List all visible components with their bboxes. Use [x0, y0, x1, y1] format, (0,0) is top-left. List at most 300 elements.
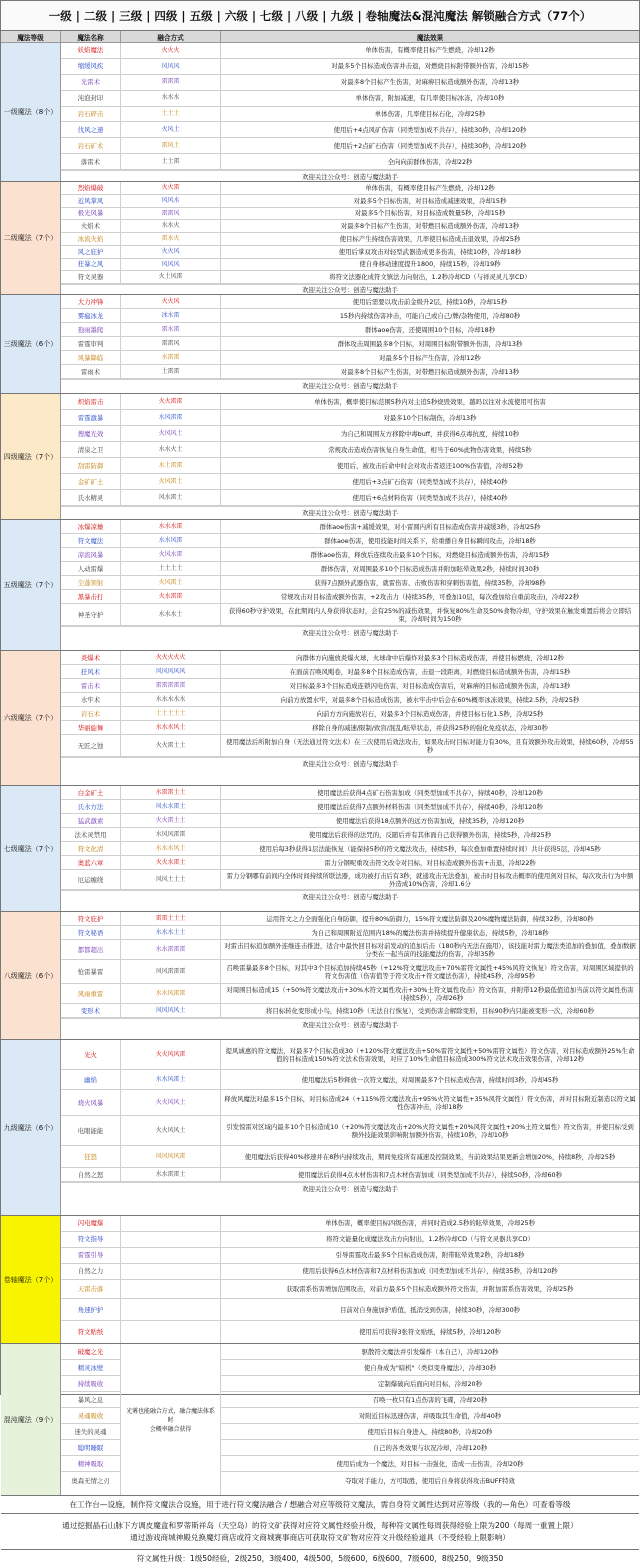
fusion-method: 水水水 — [121, 91, 221, 106]
magic-effect: 使用魔法后获得4点矿石伤害加成（同类型加成不共存），持续40秒，冷却120秒 — [317, 788, 543, 797]
magic-row — [61, 721, 639, 735]
fusion-method: 水雷雷土土 — [121, 786, 221, 799]
magic-row — [61, 800, 639, 814]
fusion-method: 土土土 — [121, 107, 221, 122]
magic-effect: 使用后+4点风矿伤害（同类型加成不共存），持续30秒，冷却120秒 — [333, 125, 527, 134]
fusion-method: 火火风风雷 — [121, 1040, 221, 1069]
magic-row — [61, 960, 639, 984]
magic-name: 猛武激素 — [61, 814, 121, 827]
magic-effect: 为自己和周围友方移除中毒buff，并获得6点毒抗度，持续10秒 — [340, 429, 520, 438]
magic-effect: 对最多5个目标伤害，对目标造成减速效果，冷却15秒 — [353, 196, 507, 205]
magic-effect: 使用后需要以攻击前金级升2层，持续10秒，冷却15秒 — [352, 297, 508, 306]
fusion-method: 风风风 — [121, 259, 221, 271]
magic-row — [61, 814, 639, 828]
fusion-method: 雷雷土土土 — [121, 912, 221, 925]
magic-name: 水牢术 — [61, 693, 121, 706]
chaos-effect-col — [221, 1344, 639, 1495]
magic-row — [61, 1264, 639, 1280]
table-header — [1, 31, 639, 43]
group-rows — [61, 1344, 639, 1495]
magic-effect: 使用后，被攻击后命中时会对攻击者返还100%伤害值，冷却52秒 — [336, 461, 524, 470]
fusion-method: 火火火 — [121, 43, 221, 58]
magic-name: 凉流风暴 — [61, 548, 121, 561]
follow-note: 欢迎关注公众号：创造与魔法助手 — [61, 1182, 639, 1193]
magic-row — [61, 410, 639, 426]
magic-effect: 运用符文之力全面强化自身防御，提升80%防御力，15%符文魔法防御及20%魔物魔法防御，持续32秒，冷却80秒 — [266, 914, 594, 923]
magic-name: 符文贴纸 — [61, 1321, 121, 1343]
magic-effect: 对最多5个目标伤害，对目标造成数量5秒，冷却15秒 — [354, 209, 506, 218]
magic-name: 清泉之卫 — [61, 442, 121, 457]
magic-group — [1, 295, 639, 394]
magic-effect: 引发惊雷对区域内最多10个目标造成10（+20%符文魔法攻击+20%火符文属性+20%风符文属性+20%土符文属性）符文伤害，并使目标受到额外技能效果影响附加额外伤害，持续10秒，冷却10秒 — [226, 1122, 634, 1139]
magic-name: 狂怒 — [61, 1146, 121, 1167]
magic-effect: 释放风魔法对最多15个目标，对目标造成24（+115%符文魔法攻击+95%火符文属性+35%风符文属性）符文伤害，并对目标附近制造以符文属性伤害冲击，冷却18秒 — [224, 1094, 636, 1111]
group-level-label: 六级魔法（7个） — [1, 651, 61, 785]
header-effect: 魔法效果 — [416, 33, 444, 42]
magic-name: 白金矿土 — [61, 786, 121, 799]
magic-name: 近风掌风 — [61, 195, 121, 207]
fusion-method: 雷雷雷雷雷 — [121, 679, 221, 692]
fusion-method — [121, 1280, 221, 1299]
magic-effect: 将符文法器化成符文镇法力向射出，1.2秒冷却CD（与祥灵灵儿享CD） — [329, 273, 531, 282]
fusion-method: 火火火火火 — [121, 651, 221, 664]
magic-row — [61, 828, 639, 842]
magic-row — [61, 337, 639, 351]
magic-row — [61, 735, 639, 757]
group-rows — [61, 520, 639, 650]
magic-effect: 使用魔法后获得7点额外材料伤害（同类型加成不共存），持续40秒，冷却120秒 — [317, 802, 543, 811]
magic-row — [61, 576, 639, 590]
magic-row — [61, 870, 639, 890]
fusion-method: 雷雷风 — [121, 337, 221, 350]
magic-name: 金矿矿土 — [61, 474, 121, 489]
magic-row — [61, 182, 639, 195]
magic-name: 符文指导 — [61, 1232, 121, 1247]
magic-effect: 驱散符文魔法并引发爆炸（本自己），冷却120秒 — [221, 1344, 639, 1360]
magic-name: 破魔之光 — [61, 1344, 120, 1360]
footer-workbench-note: 在工作台—设施，制作符文魔法合设施，用于进行符文魔法融合 / 想融合对应等级符文魔法，需自身符文属性达到对应等级（我的—角色）可查看等级 — [1, 1496, 639, 1514]
fusion-method: 水水水风土 — [121, 842, 221, 855]
magic-effect: 使用后+6点材料伤害（同类型加成不共存），持续40秒 — [352, 493, 508, 502]
magic-row — [61, 856, 639, 870]
magic-effect: 全向向前群体伤害，冷却22秒 — [387, 157, 473, 166]
magic-row — [61, 1299, 639, 1321]
magic-name: 雷霆审判 — [61, 337, 121, 350]
magic-row — [61, 474, 639, 490]
magic-effect: 群体aoe伤害+减缓效果，对小雷圆内所有目标造成伤害并减缓3秒，冷却25秒 — [319, 522, 541, 531]
magic-effect: 使用后目标自身进入，持续80秒，冷却20秒 — [221, 1424, 639, 1440]
magic-name: 奥蓝六章 — [61, 856, 121, 869]
magic-row — [61, 442, 639, 458]
magic-effect: 使用后获得6点木材伤害和7点材料伤害加成（同类型加成不共存），持续35秒，冷却120秒 — [302, 1267, 558, 1276]
magic-effect: 使用后成为一个魔法，对目标一击强化，造成一击伤害，冷却20秒 — [221, 1456, 639, 1472]
fusion-method — [121, 1232, 221, 1247]
fusion-method: 火火雷 — [121, 182, 221, 194]
magic-name: 自然之力 — [61, 1264, 121, 1279]
fusion-method: 风风雷雷雷 — [121, 960, 221, 983]
magic-name: 持续吸收 — [61, 1376, 120, 1392]
magic-effect: 单体伤害，有概率使目标产生燃烧，冷却12秒 — [365, 46, 495, 55]
magic-effect: 将目标转化变形成小鸟，持续10秒（无法自行恢复），受到伤害会解除变形，目标90秒内只能被变形一次，冷却60秒 — [266, 1006, 594, 1015]
magic-group — [1, 786, 639, 912]
magic-effect: 单体伤害，概率使目标四级伤害，并同时造成2.5秒的眩晕效果，冷却25秒 — [324, 1219, 535, 1228]
follow-note: 欢迎关注公众号：创造与魔法助手 — [61, 284, 639, 294]
magic-effect: 使用后掌双攻击对轻型武器造成更多伤害，持续10秒，冷却18秒 — [338, 247, 522, 256]
magic-effect: 向前方方向施放岩石，对最多3个目标造成伤害，并使目标石化1.5秒，冷却25秒 — [316, 709, 544, 718]
magic-name: 幽焰 — [61, 1070, 121, 1089]
magic-name: 人动雷爆 — [61, 562, 121, 575]
magic-effect: 雷力分钢哪有前间内全体时间持续所联法器，成功被打击后有3秒，就通攻击无法叠加，被击时目标攻击概率的使用剑对目标，每次攻击行为中额外造成10%伤害，冷却1.6分 — [226, 871, 634, 888]
magic-row — [61, 43, 639, 59]
magic-name: 岩石碎击 — [61, 107, 121, 122]
magic-effect: 将符文能量化成魔法攻击方向射出，1.2秒冷却CD（与符文灵器共享CD） — [326, 1235, 534, 1244]
magic-name: 角速护护 — [61, 1299, 121, 1320]
fusion-method: 水水雷雷土 — [121, 1168, 221, 1181]
magic-group — [1, 182, 639, 295]
magic-row — [61, 693, 639, 707]
magic-row — [61, 323, 639, 337]
magic-group — [1, 1216, 639, 1344]
magic-row — [61, 665, 639, 679]
fusion-method: 火土风雷 — [121, 271, 221, 283]
group-rows — [61, 1216, 639, 1343]
follow-note: 欢迎关注公众号：创造与魔法助手 — [61, 757, 639, 768]
magic-effect: 对最多5个目标造成伤害并击退，对燃烧目标附带额外伤害，冷却15秒 — [331, 62, 529, 71]
magic-name: 氏水方法 — [61, 800, 121, 813]
magic-row — [61, 926, 639, 940]
magic-group — [1, 651, 639, 786]
magic-row — [61, 1248, 639, 1264]
follow-note: 欢迎关注公众号：创造与魔法助手 — [61, 506, 639, 517]
magic-name: 炎爆术 — [61, 651, 121, 664]
fusion-method: 火风雷土 — [121, 474, 221, 489]
magic-row — [61, 365, 639, 379]
footer-upgrade-costs: 符文属性升级：1级50经验，2级250，3级400，4级500，5级600，6级600，7级600，8级250，9级350 — [1, 1550, 639, 1568]
magic-name: 冰爆凉燥 — [61, 520, 121, 533]
magic-row — [61, 679, 639, 693]
fusion-method: 水水风雷 — [121, 534, 221, 547]
magic-effect: 使自身成为"暗机"（类似变身魔法），冷却30秒 — [221, 1360, 639, 1376]
magic-row — [61, 246, 639, 259]
magic-effect: 获得7点额外武器伤害，就雷伤害、击败伤害和穿刺伤害值，持续35秒，冷却98秒 — [314, 578, 546, 587]
magic-effect: 使用魔法后获得的法咒的，反随后并有其体面自己获得额外伤害，持续5秒，冷却25秒 — [308, 830, 552, 839]
magic-row — [61, 1040, 639, 1070]
header-level: 魔法等级 — [1, 31, 61, 42]
magic-row — [61, 295, 639, 309]
magic-name: 烧火风暴 — [61, 1090, 121, 1115]
magic-row — [61, 1116, 639, 1146]
magic-name: 缩缓风疾 — [61, 59, 121, 74]
magic-name: 神圣守护 — [61, 604, 121, 625]
header-name: 魔法名称 — [61, 31, 121, 42]
magic-row — [61, 651, 639, 665]
magic-name: 符文魔法 — [61, 534, 121, 547]
footer-rune-exp — [1, 1514, 639, 1550]
magic-name: 法术灵禁用 — [61, 828, 121, 841]
magic-effect: 获得60秒守护效果，在此期间内人身获得状态时，会有25%的减伤效果，并恢复80%生命及50%食物冷却，守护效果在触发重置后将会立即结束，冷却时间为150秒 — [228, 606, 632, 623]
magic-name: 精神吸取 — [61, 1456, 120, 1472]
magic-effect: 对最多8个目标产生伤害，对麻痹目标造成额外伤害，冷却13秒 — [340, 78, 520, 87]
fusion-method: 水水火 — [121, 220, 221, 232]
fusion-method: 水水水雷 — [121, 520, 221, 533]
group-level-label: 八级魔法（6个） — [1, 912, 61, 1039]
magic-row — [61, 458, 639, 474]
fusion-method: 风风风风雷 — [121, 1146, 221, 1167]
magic-effect: 群体aoe伤害，释放后连续攻击最多10个目标，对燃烧目标造成额外伤害，冷却15秒 — [310, 550, 550, 559]
magic-name: 刮雷防御 — [61, 458, 121, 473]
follow-note: 欢迎关注公众号：创造与魔法助手 — [61, 1018, 639, 1029]
fusion-method: 风水雷土 — [121, 490, 221, 505]
follow-note: 欢迎关注公众号：创造与魔法助手 — [61, 379, 639, 390]
magic-effect: 使用魔法后获得18点额外的远方伤害加成，持续35秒，冷却120秒 — [335, 816, 525, 825]
magic-row — [61, 1090, 639, 1116]
magic-name: 灵魂吸收 — [61, 1408, 120, 1424]
magic-name: 火焰术 — [61, 220, 121, 232]
magic-row — [61, 91, 639, 107]
magic-name: 风暴降临 — [61, 351, 121, 364]
magic-effect: 群体伤害，对周围最多10个目标造成伤害并附加眩晕效果2秒，持续时间30秒 — [320, 564, 540, 573]
chaos-name-col — [61, 1344, 121, 1495]
magic-row — [61, 351, 639, 365]
magic-effect: 召唤一枚只有1点伤害的飞碟，冷却20秒 — [221, 1392, 639, 1408]
magic-effect: 向群体方向施放炎爆火球，火球命中后爆炸对最多3个目标造成伤害，并使目标燃烧，冷却12秒 — [296, 653, 564, 662]
group-rows — [61, 394, 639, 519]
magic-row — [61, 75, 639, 91]
magic-table-body — [1, 43, 639, 1496]
magic-group — [1, 1344, 639, 1496]
fusion-method: 水水水风土 — [121, 721, 221, 734]
magic-effect: 使用魔法后所附加自身（无法通过符文法术）在三次使用后效法攻击，如果攻击时目标对能力有30%，且有效额外攻击效果，持续60秒，冷却55秒 — [226, 737, 634, 754]
chaos-rows — [61, 1344, 639, 1495]
magic-group — [1, 43, 639, 182]
fusion-method: 火火风风土 — [121, 1116, 221, 1145]
group-level-label: 卷轴魔法（7个） — [1, 1216, 61, 1343]
group-rows — [61, 295, 639, 393]
magic-effect: 使用魔法后5秒释放一次符文魔法，对周围最多7个目标造成伤害，持续时间3秒，冷却45秒 — [301, 1075, 559, 1084]
magic-name: 光火 — [61, 1040, 121, 1069]
magic-name: 自然之怒 — [61, 1168, 121, 1181]
magic-name: 都都超出 — [61, 940, 121, 959]
magic-effect: 夺取对手能力，方可取胜，使用后自身将获得攻击BUFF特效 — [345, 1476, 515, 1485]
fusion-method: 火火雷土土 — [121, 735, 221, 756]
fusion-method: 水水风雷土 — [121, 1070, 221, 1089]
magic-effect: 15秒内持续伤害冲击，可能自己或自己/牌/杂物使用，冷却80秒 — [339, 311, 521, 320]
magic-name: 狂风术 — [61, 665, 121, 678]
group-rows — [61, 912, 639, 1039]
chaos-method: 光雾也能融合方式，融合魔法体系时 会概率融合获得 — [121, 1344, 221, 1495]
fusion-method: 水水水土土 — [121, 926, 221, 939]
magic-effect: 使自身移动速度提升1800，持续15秒，冷却19秒 — [359, 260, 501, 269]
magic-name: 搜魔光效 — [61, 426, 121, 441]
magic-effect: 为自己和周围附近范围内18%的魔法伤害并持续提升健康状态，持续5秒，冷却18秒 — [311, 928, 549, 937]
magic-effect: 移除自身的减速/限制/致盲/混乱/眩晕状态，并获得25秒的强化免疫状态，冷却30秒 — [312, 723, 548, 732]
fusion-method: 土土土土土 — [121, 707, 221, 720]
magic-effect: 群体aoe伤害，使用技能时间关系下，给重播自身目标瞬间攻击，冷却18秒 — [324, 536, 536, 545]
fusion-method: 水水风雷雷 — [121, 984, 221, 1003]
magic-effect: 目前对自身施加护盾值，抵消受到伤害，持续30秒，冷却300秒 — [339, 1305, 521, 1314]
magic-effect: 对周围目标造成15（+50%符文魔法攻击+30%木符文属性攻击+30%土符文属性攻击）符文伤害，并附带12秒最低值追加当前以符文属性伤害（持续5秒），冷却26秒 — [226, 985, 634, 1002]
group-level-label: 二级魔法（7个） — [1, 182, 61, 294]
magic-name: 风之庇护 — [61, 246, 121, 258]
magic-effect: 使目标产生持续伤害效果，几率使目标造成击退效果，冷却25秒 — [339, 234, 521, 243]
magic-row — [61, 1070, 639, 1090]
group-level-label: 五级魔法（7个） — [1, 520, 61, 650]
magic-effect: 提风诚惠的符文魔法，对最多7个目标造成30（+120%符文魔法攻击+50%雷符文属性+50%雷符文属性）符文伤害，对目标造成额外25%生命值的目标造成150%符文法术伤害效果，对应了10%生命值目标造成300%符文法术攻击效果伤害，冷却12秒 — [225, 1046, 635, 1063]
magic-name: 电眼能能 — [61, 1116, 121, 1145]
magic-effect: 使用后可获得3张符文贴纸，持续5秒，冷却120秒 — [359, 1328, 501, 1337]
fusion-method: 雷风土 — [121, 138, 221, 153]
magic-name: 符文灵器 — [61, 271, 121, 283]
magic-effect: 单体伤害，几率使目标石化，冷却25秒 — [374, 110, 486, 118]
magic-row — [61, 548, 639, 562]
fusion-method: 火风土 — [121, 122, 221, 137]
fusion-method: 风水水雷土 — [121, 800, 221, 813]
magic-name: 迷失的灵魂 — [61, 1424, 120, 1440]
fusion-method: 火风水雷 — [121, 548, 221, 561]
magic-name: 伐风之速 — [61, 122, 121, 137]
magic-name: 暴风之息 — [61, 1392, 120, 1408]
group-rows — [61, 43, 639, 181]
fusion-method: 火水雷雷 — [121, 590, 221, 603]
group-level-label: 七级魔法（7个） — [1, 786, 61, 911]
magic-name: 冰流火焰 — [61, 233, 121, 245]
magic-row — [61, 1321, 639, 1343]
footer-rune-exp-line1: 通过挖掘晶石山脉下方调皮魔盒和罗蒂斯祥岛（天空岛）的符文矿获得对应符文属性经验升级，每种符文属性每周获得经验上限为200（每周一重置上限） — [62, 1521, 578, 1531]
magic-row — [61, 271, 639, 284]
magic-name: 天雷击落 — [61, 1280, 121, 1299]
magic-name: 炽焰雷击 — [61, 394, 121, 409]
magic-name: 沌泡封印 — [61, 91, 121, 106]
magic-effect: 单体伤害，附加减速，有几率使目标冰冻，冷却10秒 — [355, 94, 505, 103]
magic-name: 尘蓬领射 — [61, 576, 121, 589]
magic-name: 厄运缠绕 — [61, 870, 121, 889]
fusion-method: 风风风 — [121, 59, 221, 74]
magic-name: 风雨重雷 — [61, 984, 121, 1003]
fusion-method: 雷雷风 — [121, 208, 221, 220]
magic-name: 妖焰魔法 — [61, 43, 121, 58]
magic-effect: 在面前召唤风飓卷，对最多8个目标造成伤害，击退一段距离，对燃烧目标造成额外伤害，冷却15秒 — [289, 667, 571, 676]
fusion-method: 风风风风土 — [121, 1004, 221, 1017]
magic-row — [61, 1216, 639, 1232]
fusion-method: 水雷雷 — [121, 351, 221, 364]
magic-row — [61, 1146, 639, 1168]
magic-name: 光雷术 — [61, 75, 121, 90]
magic-effect: 对目标最多3个目标造成连锁闪电伤害，对目标造成伤害后，对麻痹的目标造成额外伤害，冷却13秒 — [289, 681, 571, 690]
magic-effect: 对最多5个目标产生伤害，冷却12秒 — [379, 353, 481, 362]
magic-row — [61, 233, 639, 246]
group-rows — [61, 786, 639, 911]
footer-rune-exp-line2: 通过游戏商城神殿兑换魔灯商店或符文商城赛事商店可获取符文矿物对应符文升级经验道具（不受经验上限影响） — [130, 1532, 510, 1542]
magic-group — [1, 520, 639, 651]
magic-name: 岩石术 — [61, 707, 121, 720]
magic-row — [61, 984, 639, 1004]
magic-effect: 常规攻击造成伤害恢复自身生命值，相当于60%此物伤害效果，持续5秒 — [328, 445, 532, 454]
magic-row — [61, 562, 639, 576]
magic-row — [61, 195, 639, 208]
magic-name: 奥森无情之刃 — [71, 1476, 110, 1485]
magic-row — [61, 912, 639, 926]
group-level-label: 一级魔法（8个） — [1, 43, 61, 181]
magic-name: 大力冲锋 — [61, 295, 121, 308]
fusion-method: 火火雷土土 — [121, 814, 221, 827]
magic-effect: 群体攻击周围最多8个目标，对周围目标附带额外伤害，冷却13秒 — [337, 339, 523, 348]
fusion-method: 火风雷土 — [121, 576, 221, 589]
group-rows — [61, 651, 639, 785]
magic-name: 雾瘟冰龙 — [61, 309, 121, 322]
magic-effect: 雷力分钢呢重攻击符文改令对目标，对目标造成额外伤害+击退，冷却22秒 — [324, 858, 536, 867]
magic-row — [61, 107, 639, 123]
magic-name: 符文化清 — [61, 842, 121, 855]
fusion-method: 土雷雷 — [121, 365, 221, 378]
magic-row — [61, 1280, 639, 1300]
magic-effect: 获取雷系伤害增加范围攻击，对前方最多5个目标造成额外符文伤害，并附加雷系伤害效果，冷却25秒 — [286, 1284, 574, 1293]
fusion-method: 雷雷雷 — [121, 75, 221, 90]
magic-effect: 定制爆破向后面向对目标，冷却20秒 — [221, 1376, 639, 1392]
page-title: 一级 | 二级 | 三级 | 四级 | 五级 | 六级 | 七级 | 八级 | 九级 | 卷轴魔法&混沌魔法 解锁融合方式（77个） — [1, 1, 639, 31]
magic-row — [61, 394, 639, 410]
magic-row — [61, 154, 639, 170]
magic-group — [1, 912, 639, 1040]
magic-name: 雷击术 — [61, 679, 121, 692]
fusion-method: 火火雷雷 — [121, 394, 221, 409]
fusion-method — [121, 1248, 221, 1263]
magic-row — [61, 220, 639, 233]
magic-row — [61, 138, 639, 154]
magic-effect: 对附近目标迅速伤害，并吸取其生命值，冷却40秒 — [221, 1408, 639, 1424]
fusion-method: 火火水雷土 — [121, 856, 221, 869]
magic-name: 雷雨术 — [61, 365, 121, 378]
fusion-method: 土土雷 — [121, 154, 221, 169]
header-method: 融合方式 — [121, 31, 221, 42]
fusion-method: 火火风 — [121, 295, 221, 308]
magic-name: 岩石矿术 — [61, 138, 121, 153]
magic-name: 烈焰爆破 — [61, 182, 121, 194]
magic-effect: 对雷击目标追加额外连继连击推进，适合中最快回目标对前发动的追加后击（180秒内无法在施用），该技能对雷力魔法类追加的叠加值，叠加数据分类在一起当前的技能魔法的伤害，冷却35秒 — [224, 941, 636, 958]
magic-effect: 使用魔法后获得4点木材伤害和7点木材伤害加成（同类型加成不共存），持续50秒，冷却60秒 — [297, 1170, 563, 1179]
fusion-method: 水水雷雷雷 — [121, 940, 221, 959]
magic-row — [61, 59, 639, 75]
follow-note: 欢迎关注公众号：创造与魔法助手 — [61, 890, 639, 901]
magic-name: 雷霆引导 — [61, 1248, 121, 1263]
fusion-method: 冰水雷 — [121, 309, 221, 322]
magic-effect: 对最多8个目标产生伤害，对带燃目标造成额外伤害，冷却13秒 — [340, 222, 520, 231]
fusion-method — [121, 1321, 221, 1343]
group-rows — [61, 1040, 639, 1215]
magic-name: 雷霆激暴 — [61, 410, 121, 425]
fusion-method: 火火风风土 — [121, 1090, 221, 1115]
magic-row — [61, 707, 639, 721]
magic-effect: 引导雷霆攻击最多5个目标造成伤害，附带眩晕效果2秒，冷却18秒 — [335, 1251, 525, 1260]
fusion-method: 水水水土 — [121, 604, 221, 625]
magic-name: 符文秘语 — [61, 926, 121, 939]
magic-row — [61, 309, 639, 323]
magic-effect: 使用后+3点矿石伤害（同类型加成不共存），持续40秒 — [352, 477, 508, 486]
magic-row — [61, 534, 639, 548]
magic-row — [61, 208, 639, 221]
magic-effect: 常规攻击对目标造成额外伤害，+2攻击力（持续35秒，可叠加10层，每次叠加给自重前攻击)，冷却22秒 — [280, 592, 580, 601]
fusion-method: 水土雷雷 — [121, 458, 221, 473]
follow-note: 欢迎关注公众号：创造与魔法助手 — [61, 170, 639, 181]
magic-row — [61, 590, 639, 604]
magic-name: 狂暴之风 — [61, 259, 121, 271]
magic-name: 极光风暴 — [61, 208, 121, 220]
fusion-method: 土土土土 — [121, 562, 221, 575]
group-level-label: 混沌魔法（9个） — [1, 1344, 61, 1495]
magic-name: 精灵冰壁 — [61, 1360, 120, 1376]
magic-effect: 单体伤害，有概率使目标产生燃烧，冷却12秒 — [365, 183, 495, 192]
magic-row — [61, 786, 639, 800]
fusion-method: 火风风土 — [121, 426, 221, 441]
